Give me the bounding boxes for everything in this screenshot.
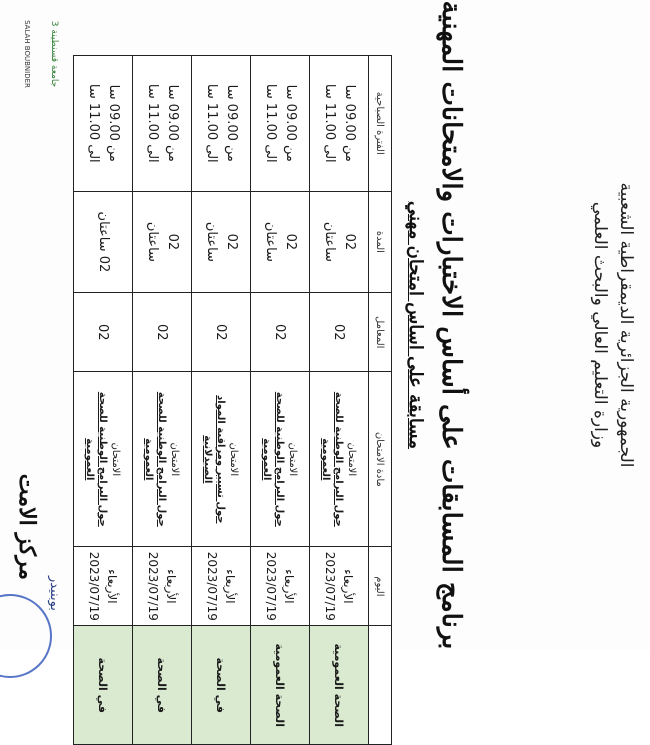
republic-header: الجمهورية الجزائرية الديمقراطية الشعبية <box>616 182 636 468</box>
row-subject-label: الامتحان <box>287 442 299 477</box>
ministry-header: وزارة التعليم العالي والبحث العلمي <box>590 201 610 449</box>
row-duration-cell <box>192 191 251 293</box>
row-day: الأربعاء <box>164 569 178 604</box>
exam-schedule-table <box>73 55 392 745</box>
row-day-cell <box>192 547 251 626</box>
row-date: 2023/07/19 <box>87 551 101 621</box>
table-header-row <box>369 56 392 745</box>
row-duration-number: 02 <box>342 233 357 251</box>
row-subject-label: الامتحان <box>228 442 240 477</box>
row-time-cell <box>251 56 310 192</box>
row-day-cell <box>74 547 133 626</box>
row-duration-cell <box>74 191 133 293</box>
row-day-cell <box>310 547 369 626</box>
header-subject: مادة الامتحان <box>369 372 392 547</box>
row-subject-label: الامتحان <box>110 442 122 477</box>
row-duration-cell <box>310 191 369 293</box>
row-day: الأربعاء <box>105 569 119 604</box>
header-specialty <box>369 626 392 745</box>
row-duration-cell <box>251 191 310 293</box>
row-time-to: الى 11.00 سا <box>86 83 101 163</box>
header-duration: المدة <box>369 191 392 293</box>
row-time-cell <box>133 56 192 192</box>
table-row <box>74 56 133 745</box>
table-row <box>251 56 310 745</box>
row-specialty: الصحة العمومية <box>310 626 369 745</box>
row-subject-label: الامتحان <box>346 442 358 477</box>
row-specialty: في الصحة <box>133 626 192 745</box>
row-day: الأربعاء <box>282 569 296 604</box>
row-coefficient: 02 <box>192 293 251 372</box>
row-duration-unit: ساعتان <box>145 221 160 262</box>
row-subject-cell <box>310 372 369 547</box>
row-duration-number: 02 <box>283 233 298 251</box>
header-day: اليوم <box>369 547 392 626</box>
row-time-cell <box>192 56 251 192</box>
row-time-to: الى 11.00 سا <box>145 83 160 163</box>
row-duration-cell <box>133 191 192 293</box>
row-specialty: الصحة العمومية <box>251 626 310 745</box>
row-day-cell <box>251 547 310 626</box>
row-time-from: من 09.00 سا <box>224 84 239 162</box>
stamp-text: بوبنيدر <box>47 576 62 611</box>
header-coefficient: المعامل <box>369 293 392 372</box>
table-row <box>133 56 192 745</box>
row-time-to: الى 11.00 سا <box>322 83 337 163</box>
row-time-from: من 09.00 سا <box>342 84 357 162</box>
row-coefficient: 02 <box>310 293 369 372</box>
row-coefficient: 02 <box>74 293 133 372</box>
row-duration-unit: ساعتان <box>263 221 278 262</box>
table-row <box>192 56 251 745</box>
row-specialty: في الصحة <box>74 626 133 745</box>
row-subject-cell <box>133 372 192 547</box>
row-subject-cell <box>192 372 251 547</box>
row-time-to: الى 11.00 سا <box>263 83 278 163</box>
footer-text: مركز الامت <box>14 473 40 580</box>
row-time-to: الى 11.00 سا <box>204 83 219 163</box>
row-coefficient: 02 <box>133 293 192 372</box>
row-duration-number: 02 <box>165 233 180 251</box>
row-subject: حول البرامج الوطنية للصحة العمومية <box>320 391 345 527</box>
row-subject: حول تسيير ومراقبة المواد الصيدلانية <box>202 395 227 524</box>
row-subject: حول البرامج الوطنية للصحة العمومية <box>261 391 286 527</box>
university-logo-latin: SALAH BOUBNIDER <box>23 20 31 88</box>
row-subject-cell <box>74 372 133 547</box>
row-duration-unit: ساعتان <box>96 211 111 252</box>
row-day: الأربعاء <box>341 569 355 604</box>
row-coefficient: 02 <box>251 293 310 372</box>
row-date: 2023/07/19 <box>205 551 219 621</box>
row-duration-unit: ساعتان <box>204 221 219 262</box>
row-time-from: من 09.00 سا <box>165 84 180 162</box>
row-subject-cell <box>251 372 310 547</box>
table-row <box>310 56 369 745</box>
row-duration-unit: ساعتان <box>322 221 337 262</box>
row-day: الأربعاء <box>223 569 237 604</box>
row-duration-number: 02 <box>96 255 111 273</box>
row-date: 2023/07/19 <box>323 551 337 621</box>
row-duration-number: 02 <box>224 233 239 251</box>
row-date: 2023/07/19 <box>146 551 160 621</box>
university-logo-name: جامعة قسنطينة 3 <box>49 20 59 88</box>
row-time-cell <box>310 56 369 192</box>
row-subject: حول البرامج الوطنية للصحة العمومية <box>84 391 109 527</box>
row-date: 2023/07/19 <box>264 551 278 621</box>
header-morning-period: الفترة الصباحية <box>369 56 392 192</box>
row-time-cell <box>74 56 133 192</box>
row-time-from: من 09.00 سا <box>283 84 298 162</box>
document-subtitle: مسابقة على اساس امتحان مهني <box>405 200 426 450</box>
row-day-cell <box>133 547 192 626</box>
row-time-from: من 09.00 سا <box>106 84 121 162</box>
document-title: برنامج المسابقات على أساس الاختبارات والامتحانات المهنية <box>436 0 466 650</box>
row-specialty: في الصحة <box>192 626 251 745</box>
row-subject: حول البرامج الوطنية للصحة العمومية <box>143 391 168 527</box>
row-subject-label: الامتحان <box>169 442 181 477</box>
